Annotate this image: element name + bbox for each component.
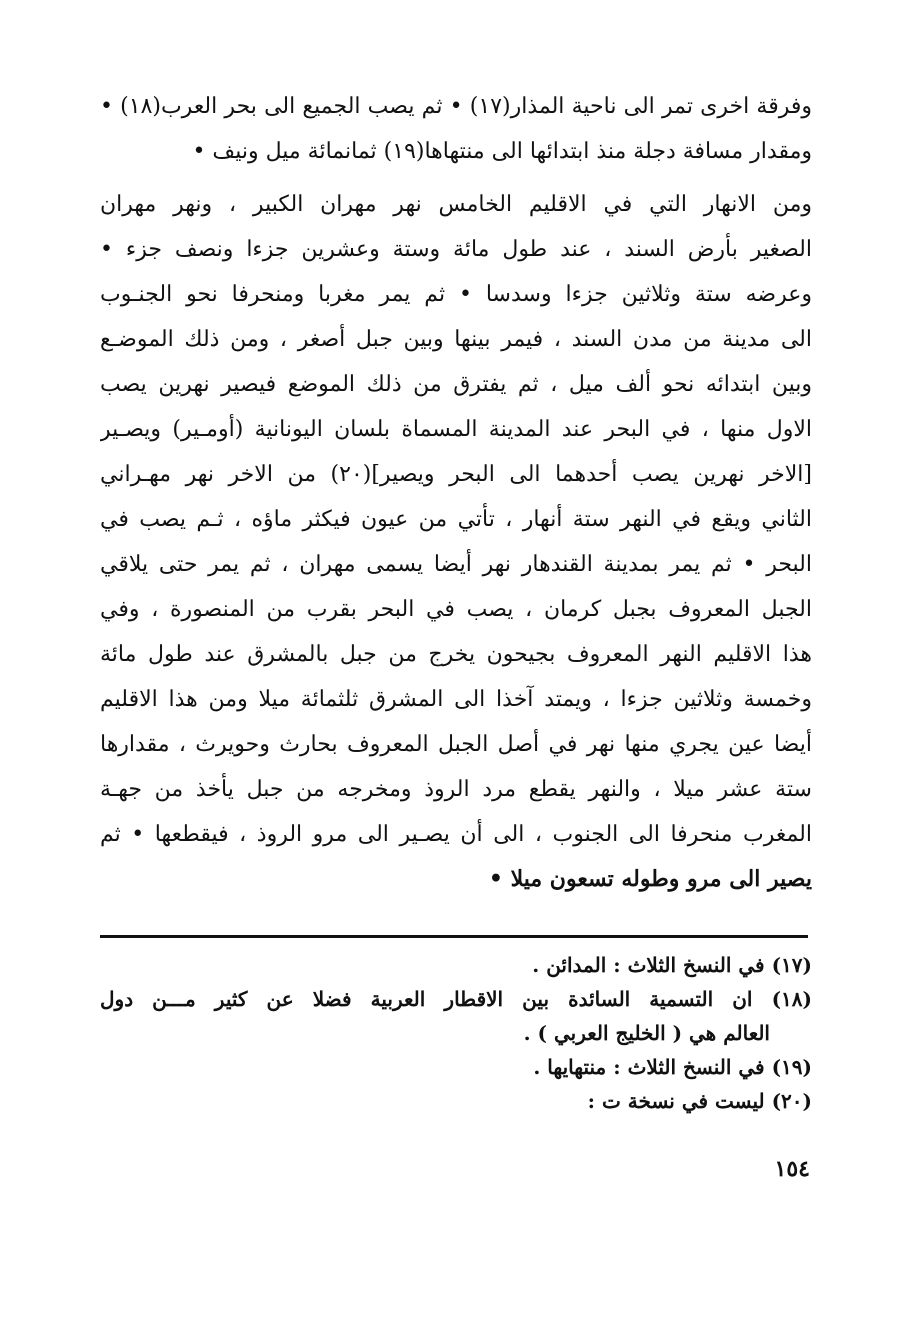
footnote-18: (١٨) ان التسمية السائدة بين الاقطار العربية فضلا عن كثير مـــن دول [100, 987, 812, 1011]
text-line: البحر • ثم يمر بمدينة القندهار نهر أيضا يسمى مهران ، ثم يمر حتى يلاقي [100, 552, 812, 577]
text-line: الاول منها ، في البحر عند المدينة المسماة بلسان اليونانية (أومـير) ويصـير [100, 417, 812, 442]
text-line: وخمسة وثلاثين جزءا ، ويمتد آخذا الى المشرق ثلثمائة ميلا ومن هذا الاقليم [100, 687, 812, 712]
footnote-19: (١٩) في النسخ الثلاث : منتهايها . [533, 1055, 812, 1079]
footnote-20: (٢٠) ليست في نسخة ت : [587, 1089, 812, 1113]
text-line: أيضا عين يجري منها نهر في أصل الجبل المعروف بحارث وحويرث ، مقدارها [100, 732, 812, 757]
text-line: وفرقة اخرى تمر الى ناحية المذار(١٧) • ثم يصب الجميع الى بحر العرب(١٨) • [100, 94, 812, 119]
text-line: الجبل المعروف بجبل كرمان ، يصب في البحر بقرب من المنصورة ، وفي [100, 597, 812, 622]
text-line: الصغير بأرض السند ، عند طول مائة وستة وعشرين جزءا ونصف جزء • [100, 237, 812, 262]
text-line: هذا الاقليم النهر المعروف بجيحون يخرج من جبل بالمشرق عند طول مائة [100, 642, 812, 667]
page-number: ١٥٤ [774, 1156, 810, 1182]
footnote-divider [100, 935, 808, 938]
text-line: يصير الى مرو وطوله تسعون ميلا • [488, 866, 812, 892]
main-text [100, 84, 812, 902]
text-line: المغرب منحرفا الى الجنوب ، الى أن يصـير الى مرو الروذ ، فيقطعها • ثم [100, 822, 812, 847]
paragraph-gap [100, 174, 812, 182]
text-line: ستة عشر ميلا ، والنهر يقطع مرد الروذ ومخرجه من جبل يأخذ من جهـة [100, 777, 812, 802]
footnote-17: (١٧) في النسخ الثلاث : المدائن . [532, 953, 812, 977]
footnotes [100, 948, 812, 1118]
text-line: الى مدينة من مدن السند ، فيمر بينها وبين جبل أصغر ، ومن ذلك الموضـع [100, 327, 812, 352]
footnote-18-continuation: العالم هي ( الخليج العربي ) . [523, 1021, 770, 1045]
text-line: [الاخر نهرين يصب أحدهما الى البحر ويصير](٢٠) من الاخر نهر مهـراني [100, 462, 812, 487]
text-line: وعرضه ستة وثلاثين جزءا وسدسا • ثم يمر مغربا ومنحرفا نحو الجنـوب [100, 282, 812, 307]
text-line: ومقدار مسافة دجلة منذ ابتدائها الى منتهاها(١٩) ثمانمائة ميل ونيف • [192, 139, 812, 164]
text-line: وبين ابتدائه نحو ألف ميل ، ثم يفترق من ذلك الموضع فيصير نهرين يصب [100, 372, 812, 397]
text-line: الثاني ويقع في النهر ستة أنهار ، تأتي من عيون فيكثر ماؤه ، ثـم يصب في [100, 507, 812, 532]
text-line: ومن الانهار التي في الاقليم الخامس نهر مهران الكبير ، ونهر مهران [100, 192, 812, 217]
